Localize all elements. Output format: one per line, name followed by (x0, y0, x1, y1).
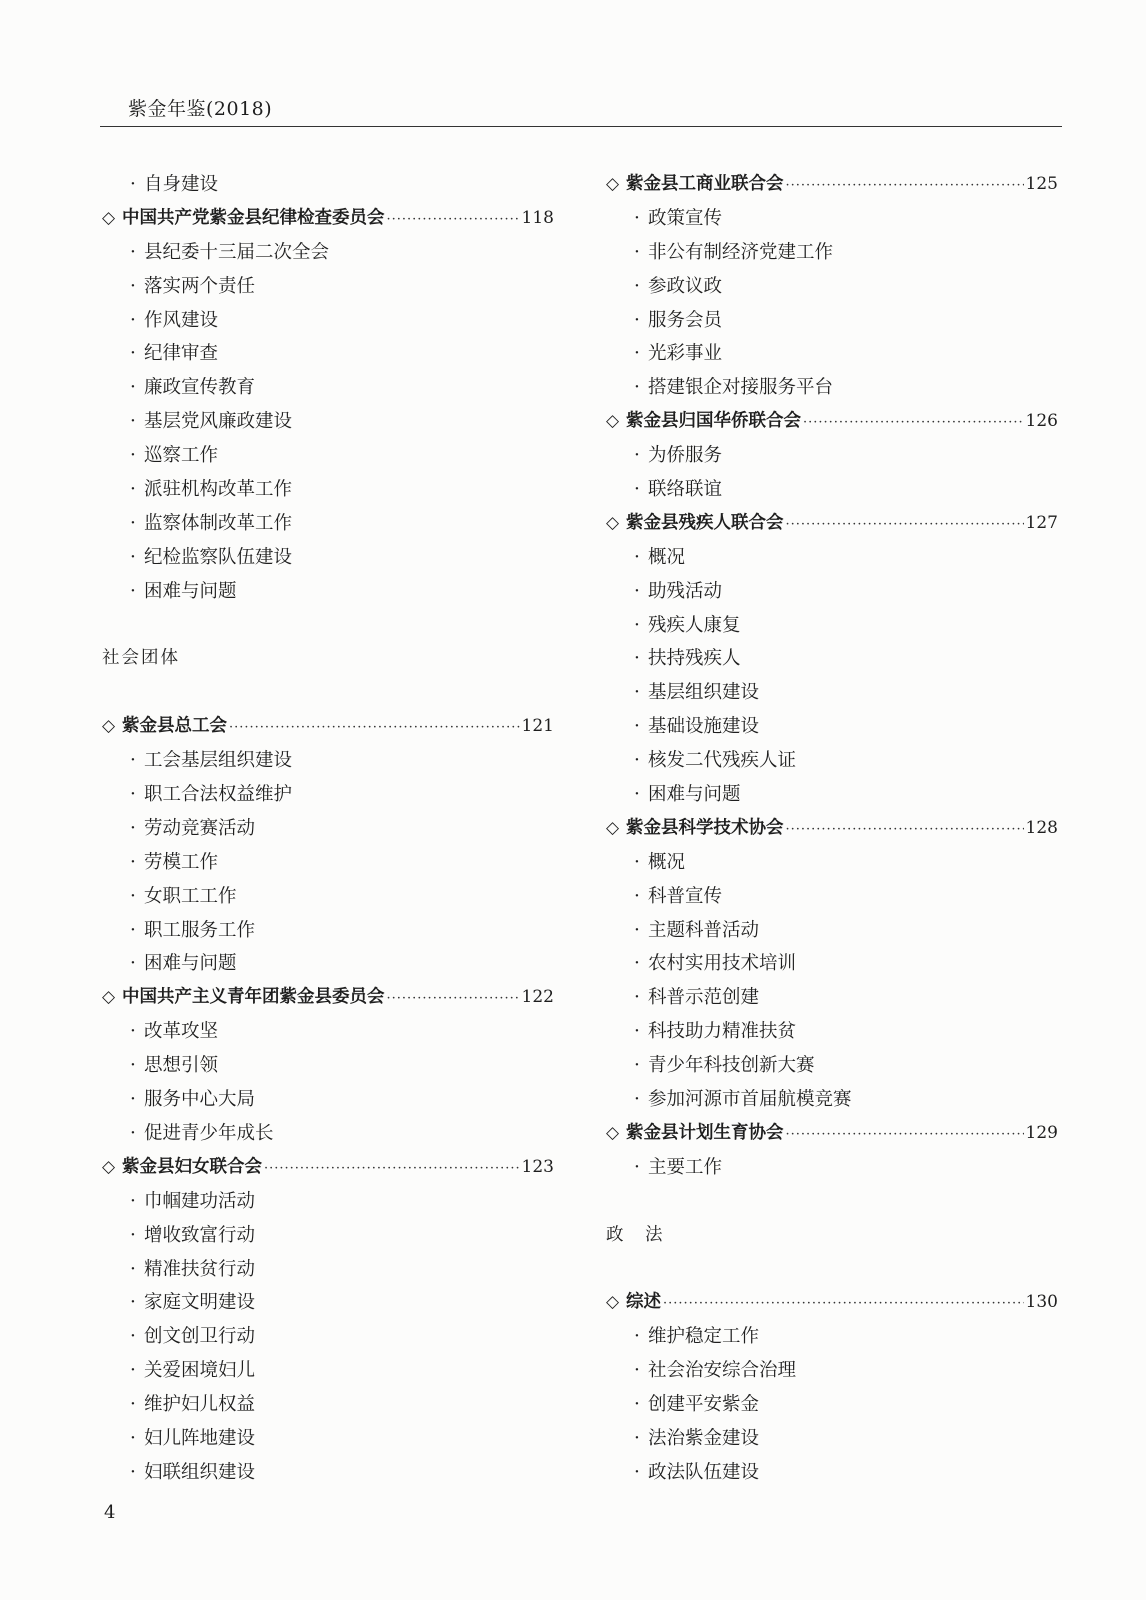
toc-subitem[interactable] (606, 1456, 1058, 1490)
toc-entry-page: 123 (521, 1156, 554, 1177)
toc-subitem-label: 农村实用技术培训 (648, 953, 797, 975)
bullet-dot-icon: · (130, 275, 136, 297)
diamond-icon: ◇ (102, 987, 116, 1008)
toc-subitem[interactable] (102, 1015, 554, 1049)
toc-subitem-label: 主要工作 (648, 1156, 723, 1178)
bullet-dot-icon: · (634, 546, 640, 568)
toc-subitem[interactable] (102, 778, 554, 812)
section-heading: 社会团体 (102, 648, 180, 669)
dot-leader (786, 169, 1024, 203)
toc-subitem[interactable] (606, 439, 1058, 473)
toc-subitem-label: 县纪委十三届二次全会 (144, 241, 330, 263)
toc-entry-title: 紫金县工商业联合会 (626, 174, 784, 194)
bullet-dot-icon: · (634, 1055, 640, 1077)
toc-entry[interactable] (606, 1117, 1058, 1151)
toc-entry-page: 130 (1025, 1292, 1058, 1313)
toc-subitem-label: 科普示范创建 (648, 987, 760, 1009)
spacer (102, 676, 554, 710)
toc-subitem-label: 概况 (648, 546, 686, 568)
toc-subitem[interactable] (102, 371, 554, 405)
bullet-dot-icon: · (634, 1021, 640, 1043)
bullet-dot-icon: · (130, 309, 136, 331)
diamond-icon: ◇ (606, 174, 620, 194)
toc-subitem-label: 困难与问题 (144, 580, 237, 602)
diamond-icon: ◇ (606, 512, 620, 533)
toc-subitem-label: 光彩事业 (648, 343, 723, 365)
bullet-dot-icon: · (130, 1427, 136, 1449)
toc-subitem-label: 妇联组织建设 (144, 1461, 256, 1483)
toc-entry-page: 122 (521, 987, 554, 1008)
toc-subitem-label: 扶持残疾人 (648, 648, 741, 670)
bullet-dot-icon: · (634, 241, 640, 263)
toc-subitem[interactable] (606, 1354, 1058, 1388)
bullet-dot-icon: · (634, 445, 640, 467)
toc-subitem-label: 改革攻坚 (144, 1021, 219, 1043)
toc-subitem-label: 落实两个责任 (144, 275, 256, 297)
spacer (606, 1253, 1058, 1287)
bullet-dot-icon: · (130, 174, 136, 195)
toc-subitem-label: 搭建银企对接服务平台 (648, 377, 834, 399)
diamond-icon: ◇ (606, 1292, 620, 1313)
toc-entry-title: 紫金县归国华侨联合会 (626, 411, 801, 432)
bullet-dot-icon: · (130, 750, 136, 772)
bullet-dot-icon: · (130, 1224, 136, 1246)
toc-subitem[interactable] (606, 846, 1058, 880)
toc-subitem-label: 困难与问题 (648, 784, 741, 806)
bullet-dot-icon: · (634, 614, 640, 636)
toc-subitem-label: 工会基层组织建设 (144, 750, 293, 772)
bullet-dot-icon: · (130, 851, 136, 873)
toc-subitem[interactable] (102, 541, 554, 575)
toc-subitem[interactable] (102, 1117, 554, 1151)
diamond-icon: ◇ (102, 207, 116, 228)
toc-subitem[interactable] (606, 304, 1058, 338)
bullet-dot-icon: · (634, 1427, 640, 1449)
toc-subitem[interactable] (606, 575, 1058, 609)
toc-entry-title: 中国共产党紫金县纪律检查委员会 (122, 207, 385, 228)
toc-subitem[interactable] (102, 1185, 554, 1219)
bullet-dot-icon: · (130, 1461, 136, 1483)
dot-leader (786, 1118, 1024, 1152)
toc-entry-title: 中国共产主义青年团紫金县委员会 (122, 987, 385, 1008)
toc-subitem-label: 巾帼建功活动 (144, 1190, 256, 1212)
toc-entry[interactable] (606, 405, 1058, 439)
toc-subitem[interactable] (102, 744, 554, 778)
toc-subitem[interactable] (606, 1015, 1058, 1049)
toc-entry[interactable] (102, 710, 554, 744)
toc-subitem-label: 自身建设 (144, 174, 219, 195)
bullet-dot-icon: · (634, 207, 640, 229)
toc-subitem[interactable] (606, 880, 1058, 914)
toc-subitem-label: 女职工工作 (144, 885, 237, 907)
dot-leader (229, 711, 520, 745)
bullet-dot-icon: · (634, 953, 640, 975)
toc-subitem[interactable] (606, 914, 1058, 948)
toc-subitem[interactable] (102, 1456, 554, 1490)
bullet-dot-icon: · (130, 1258, 136, 1280)
toc-subitem[interactable] (606, 778, 1058, 812)
toc-subitem[interactable] (102, 1422, 554, 1456)
toc-subitem-label: 基层党风廉政建设 (144, 411, 293, 433)
spacer (102, 609, 554, 643)
dot-leader (264, 1152, 520, 1186)
toc-subitem[interactable] (102, 236, 554, 270)
toc-subitem-label: 参加河源市首届航模竞赛 (648, 1089, 852, 1111)
dot-leader (663, 1287, 1024, 1321)
bullet-dot-icon: · (634, 343, 640, 365)
diamond-icon: ◇ (102, 1156, 116, 1177)
toc-subitem-label: 劳动竞赛活动 (144, 817, 256, 839)
toc-subitem-label: 政法队伍建设 (648, 1461, 760, 1483)
bullet-dot-icon: · (130, 377, 136, 399)
toc-subitem-label: 科普宣传 (648, 885, 723, 907)
toc-entry-page: 128 (1025, 817, 1058, 838)
toc-subitem-label: 廉政宣传教育 (144, 377, 256, 399)
toc-subitem[interactable] (102, 812, 554, 846)
toc-entry[interactable] (102, 202, 554, 236)
toc-subitem-label: 助残活动 (648, 580, 723, 602)
toc-entry-title: 紫金县计划生育协会 (626, 1122, 784, 1143)
bullet-dot-icon: · (634, 851, 640, 873)
toc-subitem[interactable] (102, 439, 554, 473)
toc-subitem[interactable] (606, 270, 1058, 304)
toc-subitem[interactable] (102, 507, 554, 541)
dot-leader (387, 982, 520, 1016)
toc-entry-title: 紫金县妇女联合会 (122, 1156, 262, 1177)
bullet-dot-icon: · (130, 479, 136, 501)
bullet-dot-icon: · (634, 1089, 640, 1111)
toc-subitem-label: 主题科普活动 (648, 919, 760, 941)
page-number: 4 (104, 1502, 116, 1523)
toc-subitem-label: 纪律审查 (144, 343, 219, 365)
toc-subitem-label: 纪检监察队伍建设 (144, 546, 293, 568)
toc-subitem-label: 增收致富行动 (144, 1224, 256, 1246)
toc-subitem-label: 概况 (648, 851, 686, 873)
bullet-dot-icon: · (130, 512, 136, 534)
diamond-icon: ◇ (102, 716, 116, 737)
toc-subitem-label: 派驻机构改革工作 (144, 479, 293, 501)
toc-subitem[interactable] (606, 981, 1058, 1015)
bullet-dot-icon: · (634, 885, 640, 907)
toc-subitem-label: 非公有制经济党建工作 (648, 241, 834, 263)
bullet-dot-icon: · (130, 1021, 136, 1043)
toc-subitem[interactable] (606, 337, 1058, 371)
toc-subitem[interactable] (102, 947, 554, 981)
toc-subitem[interactable] (102, 1049, 554, 1083)
toc-subitem-label: 创建平安紫金 (648, 1394, 760, 1416)
bullet-dot-icon: · (130, 411, 136, 433)
bullet-dot-icon: · (130, 1122, 136, 1144)
toc-entry[interactable] (606, 507, 1058, 541)
bullet-dot-icon: · (130, 953, 136, 975)
toc-subitem-label: 职工服务工作 (144, 919, 256, 941)
toc-right-column (606, 168, 1058, 1490)
toc-subitem[interactable] (102, 846, 554, 880)
bullet-dot-icon: · (634, 377, 640, 399)
toc-entry-title: 紫金县残疾人联合会 (626, 512, 784, 533)
toc-subitem-label: 巡察工作 (144, 445, 219, 467)
toc-subitem[interactable] (606, 1320, 1058, 1354)
toc-subitem-label: 维护妇儿权益 (144, 1394, 256, 1416)
bullet-dot-icon: · (634, 479, 640, 501)
toc-subitem-label: 青少年科技创新大赛 (648, 1055, 815, 1077)
toc-subitem-label: 思想引领 (144, 1055, 219, 1077)
toc-subitem-label: 残疾人康复 (648, 614, 741, 636)
toc-entry-page: 125 (1025, 174, 1058, 194)
toc-subitem-label: 促进青少年成长 (144, 1122, 274, 1144)
toc-subitem-label: 妇儿阵地建设 (144, 1427, 256, 1449)
toc-entry-page: 118 (521, 207, 554, 228)
bullet-dot-icon: · (634, 580, 640, 602)
toc-subitem-label: 法治紫金建设 (648, 1427, 760, 1449)
bullet-dot-icon: · (130, 546, 136, 568)
bullet-dot-icon: · (130, 885, 136, 907)
toc-subitem-label: 服务会员 (648, 309, 723, 331)
toc-subitem-label: 作风建设 (144, 309, 219, 331)
toc-subitem-label: 家庭文明建设 (144, 1292, 256, 1314)
bullet-dot-icon: · (634, 784, 640, 806)
toc-subitem[interactable] (102, 270, 554, 304)
toc-left-column (102, 168, 554, 1490)
toc-subitem[interactable] (606, 947, 1058, 981)
toc-subitem[interactable] (606, 1151, 1058, 1185)
toc-subitem[interactable] (606, 1388, 1058, 1422)
toc-entry-page: 121 (521, 716, 554, 737)
bullet-dot-icon: · (634, 648, 640, 670)
toc-subitem-label: 精准扶贫行动 (144, 1258, 256, 1280)
bullet-dot-icon: · (634, 1360, 640, 1382)
bullet-dot-icon: · (130, 241, 136, 263)
toc-subitem[interactable] (102, 575, 554, 609)
toc-subitem[interactable] (606, 1049, 1058, 1083)
toc-subitem[interactable] (102, 337, 554, 371)
bullet-dot-icon: · (634, 716, 640, 738)
toc-entry[interactable] (606, 168, 1058, 202)
toc-subitem-label: 政策宣传 (648, 207, 723, 229)
toc-subitem[interactable] (102, 1320, 554, 1354)
toc-entry[interactable] (606, 1286, 1058, 1320)
toc-subitem[interactable] (102, 1286, 554, 1320)
toc-subitem[interactable] (606, 609, 1058, 643)
dot-leader (786, 508, 1024, 542)
toc-subitem[interactable] (606, 1422, 1058, 1456)
toc-subitem[interactable] (102, 914, 554, 948)
toc-subitem[interactable] (606, 1083, 1058, 1117)
bullet-dot-icon: · (634, 1461, 640, 1483)
bullet-dot-icon: · (130, 817, 136, 839)
bullet-dot-icon: · (130, 919, 136, 941)
toc-subitem-label: 监察体制改革工作 (144, 512, 293, 534)
toc-subitem[interactable] (606, 202, 1058, 236)
toc-subitem-label: 维护稳定工作 (648, 1326, 760, 1348)
bullet-dot-icon: · (634, 987, 640, 1009)
bullet-dot-icon: · (634, 1156, 640, 1178)
toc-subitem-label: 基层组织建设 (648, 682, 760, 704)
toc-entry-title: 紫金县总工会 (122, 716, 227, 737)
toc-subitem[interactable] (102, 1083, 554, 1117)
toc-subitem[interactable] (102, 1253, 554, 1287)
toc-entry-page: 129 (1025, 1122, 1058, 1143)
toc-subitem-label: 联络联谊 (648, 479, 723, 501)
toc-entry-title: 紫金县科学技术协会 (626, 817, 784, 838)
toc-entry-title: 综述 (626, 1292, 661, 1313)
bullet-dot-icon: · (130, 1292, 136, 1314)
dot-leader (803, 406, 1024, 440)
toc-subitem[interactable] (606, 710, 1058, 744)
toc-subitem-label: 困难与问题 (144, 953, 237, 975)
dot-leader (786, 813, 1024, 847)
toc-subitem[interactable] (606, 541, 1058, 575)
toc-subitem[interactable] (606, 236, 1058, 270)
toc-subitem[interactable] (606, 744, 1058, 778)
toc-subitem[interactable] (102, 168, 554, 202)
bullet-dot-icon: · (130, 1089, 136, 1111)
toc-subitem-label: 创文创卫行动 (144, 1326, 256, 1348)
bullet-dot-icon: · (130, 1360, 136, 1382)
toc-entry-page: 126 (1025, 411, 1058, 432)
running-header: 紫金年鉴(2018) (128, 98, 273, 120)
bullet-dot-icon: · (634, 275, 640, 297)
spacer (606, 1185, 1058, 1219)
toc-subitem[interactable] (102, 405, 554, 439)
toc-entry-page: 127 (1025, 512, 1058, 533)
bullet-dot-icon: · (634, 309, 640, 331)
toc-subitem-label: 服务中心大局 (144, 1089, 256, 1111)
toc-subitem[interactable] (606, 473, 1058, 507)
toc-subitem-label: 社会治安综合治理 (648, 1360, 797, 1382)
diamond-icon: ◇ (606, 817, 620, 838)
section-heading: 政 法 (606, 1224, 665, 1245)
toc-subitem-label: 为侨服务 (648, 445, 723, 467)
toc-entry[interactable] (102, 981, 554, 1015)
bullet-dot-icon: · (130, 445, 136, 467)
toc-subitem-label: 关爱困境妇儿 (144, 1360, 256, 1382)
bullet-dot-icon: · (130, 1394, 136, 1416)
toc-subitem[interactable] (102, 1219, 554, 1253)
bullet-dot-icon: · (130, 1326, 136, 1348)
diamond-icon: ◇ (606, 1122, 620, 1143)
toc-subitem-label: 劳模工作 (144, 851, 219, 873)
diamond-icon: ◇ (606, 411, 620, 432)
header-rule (100, 126, 1062, 127)
bullet-dot-icon: · (634, 1394, 640, 1416)
toc-subitem[interactable] (102, 880, 554, 914)
toc-entry[interactable] (606, 812, 1058, 846)
bullet-dot-icon: · (130, 784, 136, 806)
toc-entry[interactable] (102, 1151, 554, 1185)
toc-subitem-label: 参政议政 (648, 275, 723, 297)
toc-subitem-label: 职工合法权益维护 (144, 784, 293, 806)
toc-subitem-label: 基础设施建设 (648, 716, 760, 738)
bullet-dot-icon: · (130, 580, 136, 602)
toc-subitem[interactable] (102, 1388, 554, 1422)
toc-subitem-label: 科技助力精准扶贫 (648, 1021, 797, 1043)
toc-subitem[interactable] (606, 642, 1058, 676)
bullet-dot-icon: · (634, 682, 640, 704)
bullet-dot-icon: · (130, 1055, 136, 1077)
toc-subitem[interactable] (102, 1354, 554, 1388)
toc-subitem-label: 核发二代残疾人证 (648, 750, 797, 772)
dot-leader (387, 203, 520, 237)
toc-subitem[interactable] (606, 371, 1058, 405)
bullet-dot-icon: · (130, 1190, 136, 1212)
bullet-dot-icon: · (130, 343, 136, 365)
toc-subitem[interactable] (102, 304, 554, 338)
toc-subitem[interactable] (606, 676, 1058, 710)
bullet-dot-icon: · (634, 750, 640, 772)
bullet-dot-icon: · (634, 1326, 640, 1348)
bullet-dot-icon: · (634, 919, 640, 941)
toc-subitem[interactable] (102, 473, 554, 507)
